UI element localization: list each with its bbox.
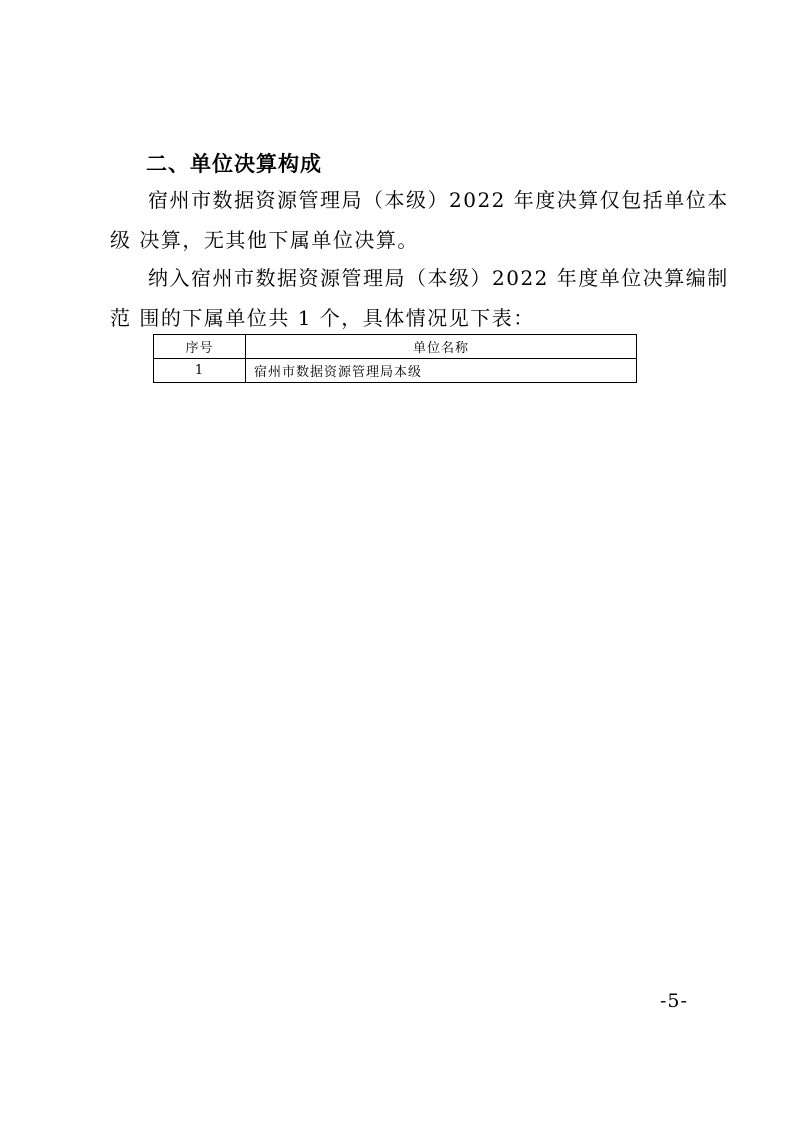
table-header-row [154,335,637,359]
paragraph-scope [110,258,729,338]
paragraph-composition [110,180,729,260]
unit-table [153,334,637,383]
page-number: -5- [660,990,688,1012]
paragraph-line: 宿州市数据资源管理局（本级）2022 年度决算仅包括单位本 [148,188,729,212]
cell-unit-name: 宿州市数据资源管理局本级 [246,359,637,383]
paragraph-line: 级 决算，无其他下属单位决算。 [110,228,419,252]
header-unit-name: 单位名称 [246,335,637,359]
cell-seq: 1 [154,359,246,383]
paragraph-line: 范 围的下属单位共 1 个，具体情况见下表： [110,306,535,330]
section-heading: 二、单位决算构成 [146,152,322,176]
paragraph-line: 纳入宿州市数据资源管理局（本级）2022 年度单位决算编制 [148,266,729,290]
header-seq: 序号 [154,335,246,359]
table-row [154,359,637,383]
